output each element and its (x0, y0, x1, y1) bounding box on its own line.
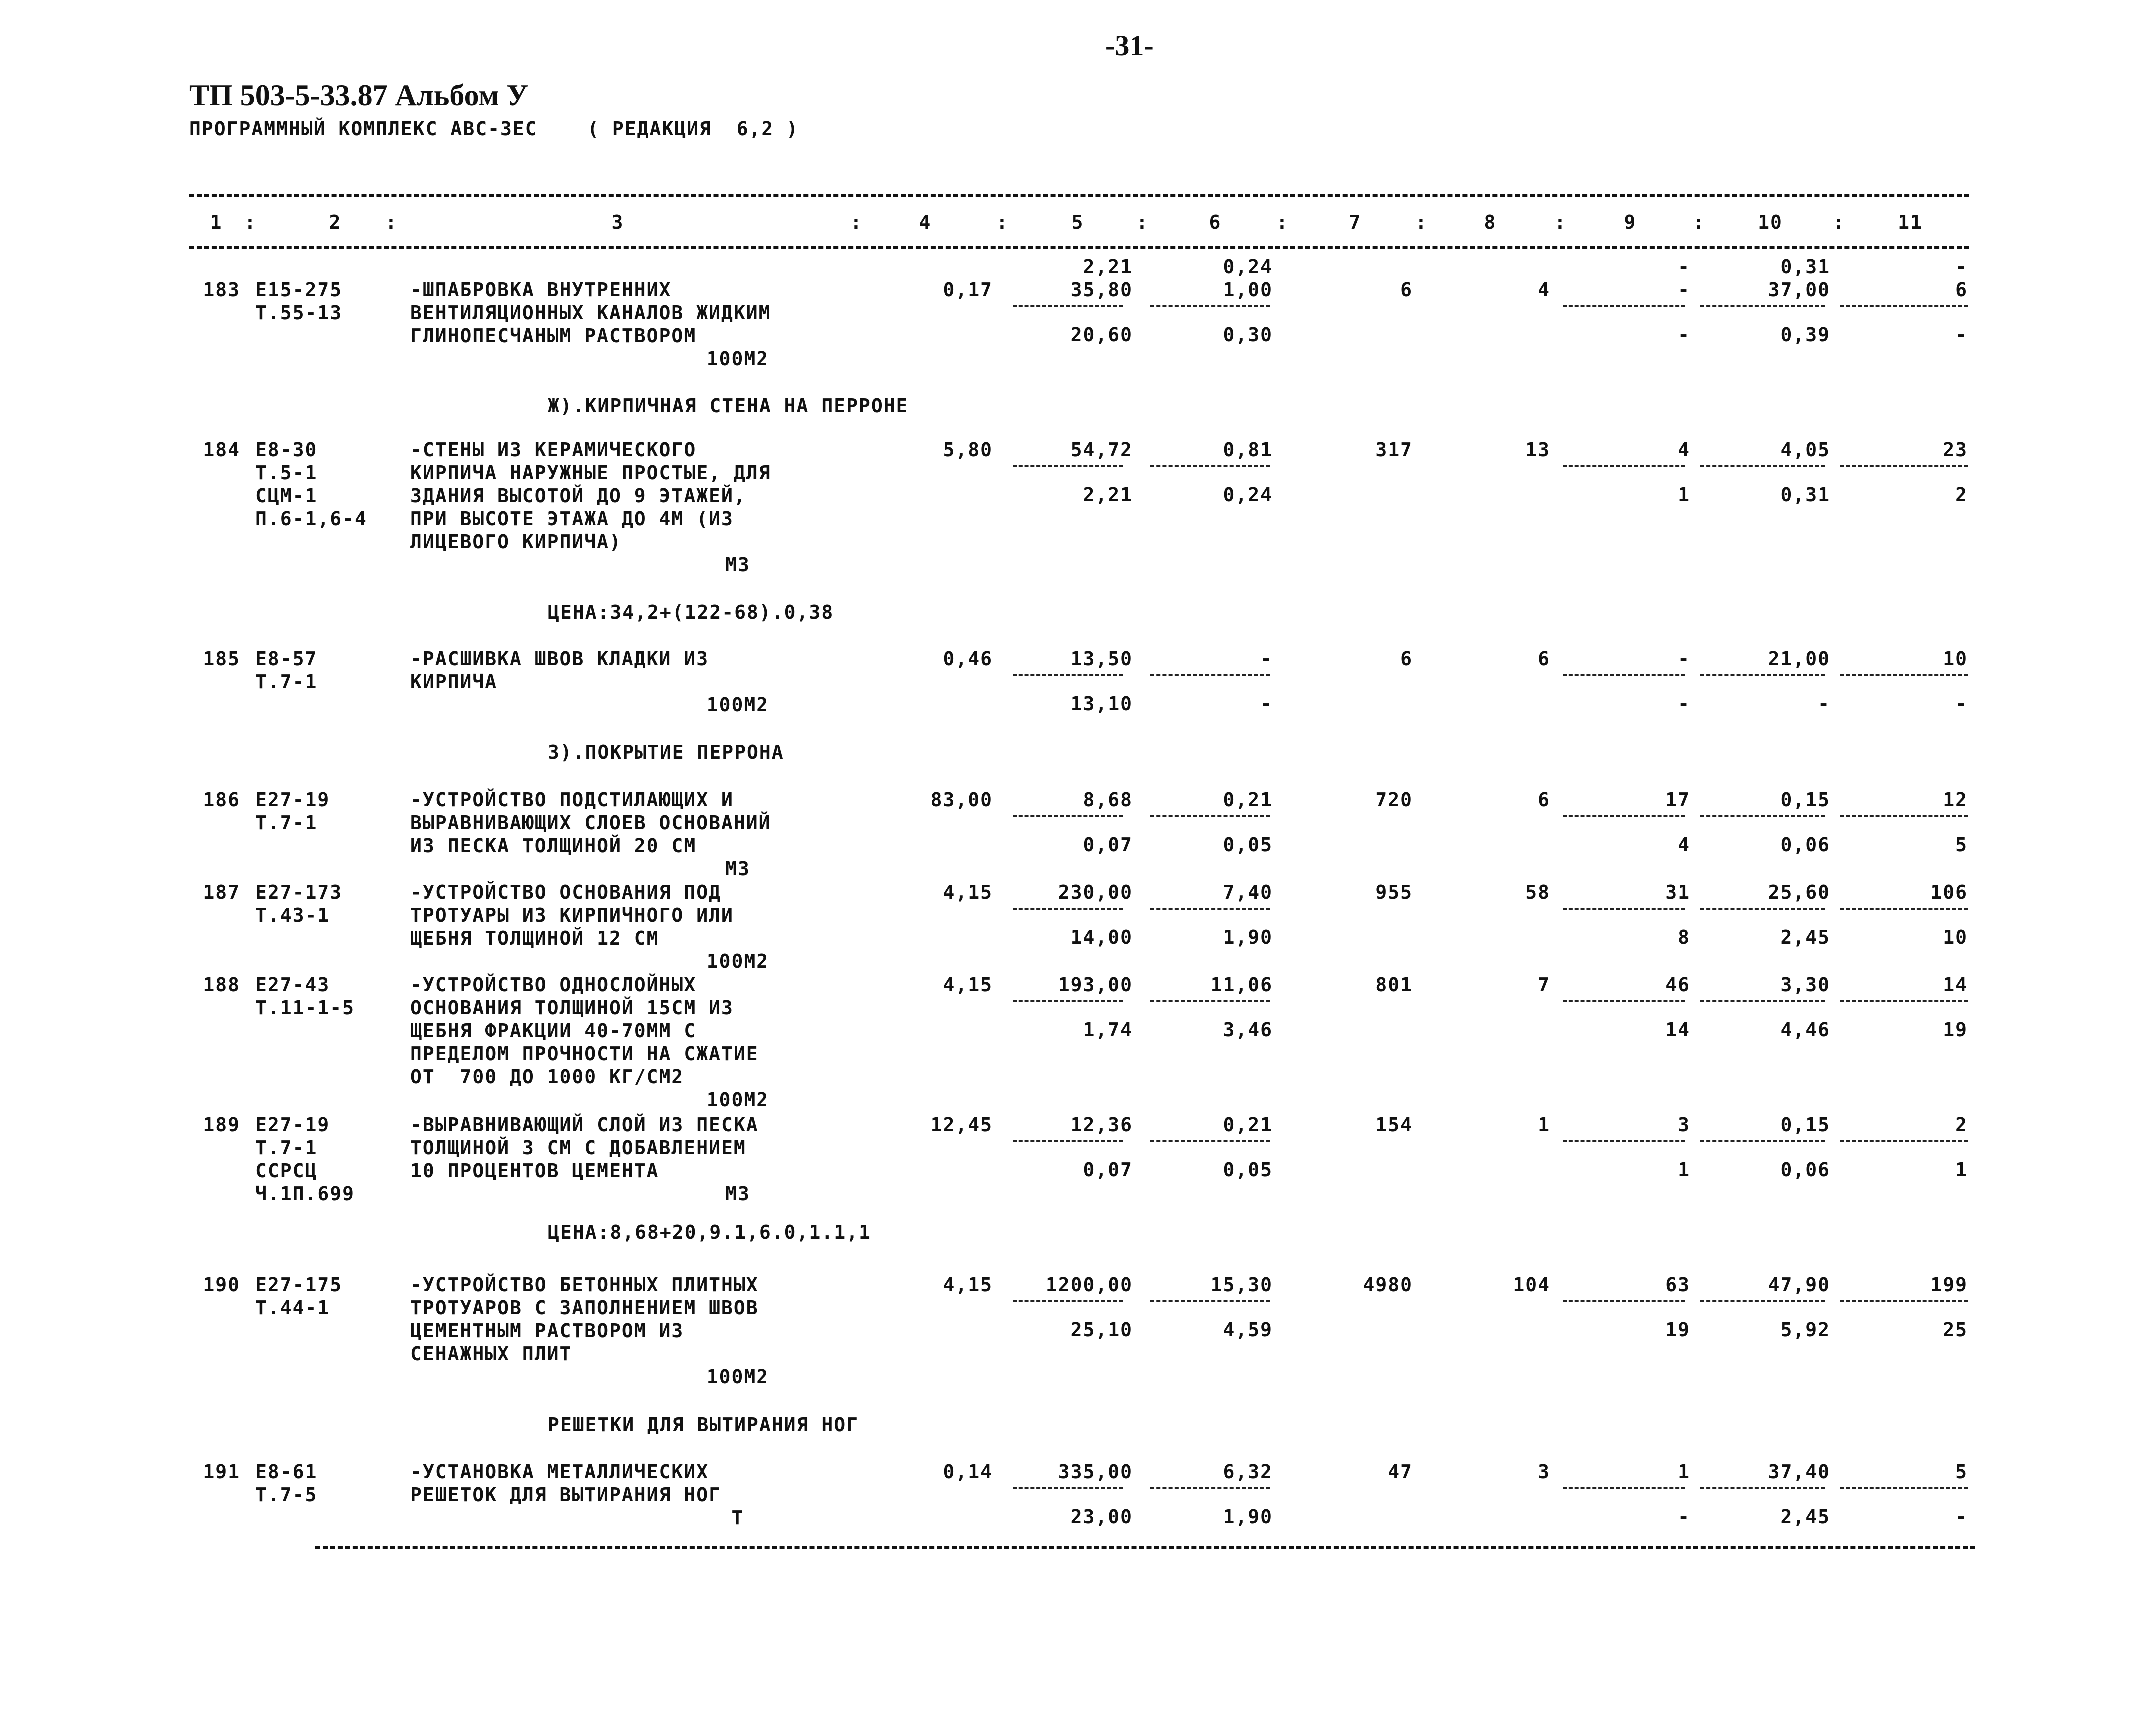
cell-c11-lower: - (1955, 693, 1968, 715)
cell-c9-lower: - (1678, 324, 1690, 346)
cell-c5: 12,36 (1070, 1114, 1133, 1136)
cell-c10-lower: 0,06 (1780, 1159, 1830, 1181)
row-number: 185 (203, 648, 240, 670)
column-number-10: 10 (1758, 211, 1783, 233)
norm-code: Т.7-1 (255, 1137, 318, 1159)
cell-c11: 14 (1943, 974, 1968, 996)
work-description: ЩЕБНЯ ФРАКЦИИ 40-70ММ С (410, 1020, 697, 1042)
work-description: РЕШЕТОК ДЛЯ ВЫТИРАНИЯ НОГ (410, 1484, 721, 1506)
norm-code: Т.7-1 (255, 671, 318, 693)
cell-divider-c10 (1700, 1300, 1825, 1302)
row-number: 183 (203, 279, 240, 301)
work-description: КИРПИЧА (410, 671, 498, 693)
unit-of-measure: М3 (725, 1183, 750, 1205)
cell-divider-c6 (1150, 1000, 1270, 1002)
column-separator: : (244, 211, 257, 233)
cell-divider-c11 (1840, 1140, 1968, 1142)
cell-divider-c10 (1700, 815, 1825, 817)
cell-c10: 25,60 (1768, 881, 1830, 903)
work-description: ИЗ ПЕСКА ТОЛЩИНОЙ 20 СМ (410, 835, 697, 857)
cell-c9: 46 (1665, 974, 1690, 996)
work-description: -ШПАБРОВКА ВНУТРЕННИХ (410, 279, 672, 301)
cell-divider-c9 (1563, 305, 1685, 307)
cell-c5: 230,00 (1058, 881, 1133, 903)
cell-divider-c6 (1150, 1300, 1270, 1302)
cell-c5-lower: 0,07 (1083, 834, 1133, 856)
norm-code: Е27-19 (255, 1114, 330, 1136)
work-description: ПРИ ВЫСОТЕ ЭТАЖА ДО 4М (ИЗ (410, 508, 734, 530)
cell-c7: 720 (1375, 789, 1413, 811)
cell-c11-lower: 10 (1943, 926, 1968, 948)
unit-of-measure: 100М2 (706, 348, 769, 370)
norm-code: Е8-30 (255, 439, 318, 461)
cell-c8: 13 (1525, 439, 1550, 461)
document-subtitle: ПРОГРАММНЫЙ КОМПЛЕКС АВС-ЗЕС ( РЕДАКЦИЯ 6,2 ) (189, 118, 799, 140)
column-separator: : (1833, 211, 1845, 233)
cell-c10-lower: 5,92 (1780, 1319, 1830, 1341)
cell-divider-c11 (1840, 908, 1968, 910)
work-description: КИРПИЧА НАРУЖНЫЕ ПРОСТЫЕ, ДЛЯ (410, 462, 771, 484)
unit-of-measure: 100М2 (706, 1089, 769, 1111)
cell-divider-c9 (1563, 674, 1685, 676)
norm-code: Т.44-1 (255, 1297, 330, 1319)
cell-c10: 0,15 (1780, 1114, 1830, 1136)
cell-c7: 801 (1375, 974, 1413, 996)
cell-c5: 335,00 (1058, 1461, 1133, 1483)
cell-c7: 6 (1400, 648, 1413, 670)
cell-c10: 37,00 (1768, 279, 1830, 301)
cell-c11-lower: 25 (1943, 1319, 1968, 1341)
cell-c11-lower: 5 (1955, 834, 1968, 856)
cell-c6-lower: 0,05 (1223, 1159, 1273, 1181)
cell-divider-c6 (1150, 1487, 1270, 1489)
cell-divider-c11 (1840, 1300, 1968, 1302)
cell-divider-c5 (1013, 908, 1123, 910)
cell-c5: 1200,00 (1045, 1274, 1133, 1296)
cell-c6-upper: 0,24 (1223, 256, 1273, 278)
cell-c5-lower: 2,21 (1083, 484, 1133, 506)
cell-c10-lower: 2,45 (1780, 926, 1830, 948)
cell-c10-lower: 0,39 (1780, 324, 1830, 346)
norm-code: Т.7-1 (255, 812, 318, 834)
cell-divider-c6 (1150, 908, 1270, 910)
column-number-5: 5 (1071, 211, 1084, 233)
cell-divider-c10 (1700, 305, 1825, 307)
cell-c9-lower: 14 (1665, 1019, 1690, 1041)
cell-c11: 2 (1955, 1114, 1968, 1136)
work-description: 10 ПРОЦЕНТОВ ЦЕМЕНТА (410, 1160, 659, 1182)
cell-c6: 0,21 (1223, 1114, 1273, 1136)
price-note: ЦЕНА:34,2+(122-68).0,38 (548, 601, 834, 623)
cell-c6: 0,81 (1223, 439, 1273, 461)
cell-divider-c5 (1013, 305, 1123, 307)
work-description: ЗДАНИЯ ВЫСОТОЙ ДО 9 ЭТАЖЕЙ, (410, 485, 746, 507)
page-number: -31- (1105, 29, 1154, 62)
norm-code: Е27-43 (255, 974, 330, 996)
work-description: -ВЫРАВНИВАЮЩИЙ СЛОЙ ИЗ ПЕСКА (410, 1114, 759, 1136)
work-description: -УСТРОЙСТВО БЕТОННЫХ ПЛИТНЫХ (410, 1274, 759, 1296)
cell-c9-lower: 4 (1678, 834, 1690, 856)
cell-c10-lower: 4,46 (1780, 1019, 1830, 1041)
norm-code: Е8-57 (255, 648, 318, 670)
cell-c11: 12 (1943, 789, 1968, 811)
norm-code: СЦМ-1 (255, 485, 318, 507)
column-separator: : (385, 211, 398, 233)
cell-divider-c5 (1013, 674, 1123, 676)
cell-divider-c9 (1563, 1140, 1685, 1142)
cell-c5-lower: 13,10 (1070, 693, 1133, 715)
cell-c6: - (1260, 648, 1273, 670)
cell-c8: 58 (1525, 881, 1550, 903)
work-description: ОТ 700 ДО 1000 КГ/СМ2 (410, 1066, 684, 1088)
row-number: 184 (203, 439, 240, 461)
cell-divider-c11 (1840, 305, 1968, 307)
cell-c6: 7,40 (1223, 881, 1273, 903)
cell-c4: 0,46 (943, 648, 993, 670)
norm-code: Е27-175 (255, 1274, 343, 1296)
cell-c5-lower: 20,60 (1070, 324, 1133, 346)
norm-code: Т.43-1 (255, 904, 330, 926)
cell-divider-c10 (1700, 1000, 1825, 1002)
cell-divider-c11 (1840, 465, 1968, 467)
cell-c4: 83,00 (930, 789, 993, 811)
row-number: 188 (203, 974, 240, 996)
cell-divider-c5 (1013, 465, 1123, 467)
cell-c6-lower: 4,59 (1223, 1319, 1273, 1341)
cell-divider-c5 (1013, 1300, 1123, 1302)
cell-c9-lower: 8 (1678, 926, 1690, 948)
cell-c11-lower: - (1955, 1506, 1968, 1528)
column-number-11: 11 (1898, 211, 1923, 233)
cell-c11: 5 (1955, 1461, 1968, 1483)
cell-c9: - (1678, 648, 1690, 670)
cell-c6: 1,00 (1223, 279, 1273, 301)
cell-divider-c10 (1700, 1140, 1825, 1142)
cell-c11-lower: 1 (1955, 1159, 1968, 1181)
column-separator: : (1415, 211, 1428, 233)
cell-c6: 6,32 (1223, 1461, 1273, 1483)
column-separator: : (1136, 211, 1149, 233)
cell-c8: 1 (1538, 1114, 1550, 1136)
cell-c5: 8,68 (1083, 789, 1133, 811)
cell-c10: 0,15 (1780, 789, 1830, 811)
work-description: -СТЕНЫ ИЗ КЕРАМИЧЕСКОГО (410, 439, 697, 461)
work-description: ВЕНТИЛЯЦИОННЫХ КАНАЛОВ ЖИДКИМ (410, 302, 771, 324)
cell-c11-lower: 2 (1955, 484, 1968, 506)
cell-c5-lower: 0,07 (1083, 1159, 1133, 1181)
cell-c4: 5,80 (943, 439, 993, 461)
cell-c4: 4,15 (943, 974, 993, 996)
cell-c8: 6 (1538, 648, 1550, 670)
document-title: ТП 503-5-33.87 Альбом У (189, 79, 529, 112)
cell-c6-lower: 0,05 (1223, 834, 1273, 856)
cell-c5: 13,50 (1070, 648, 1133, 670)
cell-divider-c5 (1013, 1140, 1123, 1142)
cell-c11-lower: 19 (1943, 1019, 1968, 1041)
cell-divider-c9 (1563, 1487, 1685, 1489)
cell-divider-c9 (1563, 1300, 1685, 1302)
work-description: -УСТРОЙСТВО ПОДСТИЛАЮЩИХ И (410, 789, 734, 811)
section-heading: Ж).КИРПИЧНАЯ СТЕНА НА ПЕРРОНЕ (548, 395, 909, 417)
table-bottom-rule (315, 1546, 1975, 1549)
cell-c7: 47 (1388, 1461, 1413, 1483)
unit-of-measure: Т (731, 1507, 744, 1529)
cell-c9-lower: 19 (1665, 1319, 1690, 1341)
cell-c6: 15,30 (1210, 1274, 1273, 1296)
cell-c6-lower: 1,90 (1223, 1506, 1273, 1528)
cell-c7: 6 (1400, 279, 1413, 301)
section-heading: З).ПОКРЫТИЕ ПЕРРОНА (548, 741, 784, 763)
cell-c5-lower: 1,74 (1083, 1019, 1133, 1041)
cell-divider-c6 (1150, 674, 1270, 676)
cell-divider-c9 (1563, 465, 1685, 467)
cell-c7: 4980 (1363, 1274, 1413, 1296)
norm-code: Т.55-13 (255, 302, 343, 324)
norm-code: Е27-173 (255, 881, 343, 903)
column-number-4: 4 (919, 211, 932, 233)
row-number: 187 (203, 881, 240, 903)
cell-c11: 10 (1943, 648, 1968, 670)
column-number-1: 1 (210, 211, 223, 233)
norm-code: Е15-275 (255, 279, 343, 301)
row-number: 186 (203, 789, 240, 811)
cell-c9-lower: 1 (1678, 484, 1690, 506)
cell-c5: 54,72 (1070, 439, 1133, 461)
column-number-7: 7 (1349, 211, 1362, 233)
column-separator: : (850, 211, 863, 233)
work-description: ТОЛЩИНОЙ 3 СМ С ДОБАВЛЕНИЕМ (410, 1137, 746, 1159)
cell-c8: 6 (1538, 789, 1550, 811)
column-separator: : (1693, 211, 1705, 233)
cell-c5: 35,80 (1070, 279, 1133, 301)
cell-divider-c11 (1840, 674, 1968, 676)
column-number-9: 9 (1624, 211, 1637, 233)
cell-c6-lower: 1,90 (1223, 926, 1273, 948)
work-description: ВЫРАВНИВАЮЩИХ СЛОЕВ ОСНОВАНИЙ (410, 812, 771, 834)
work-description: ТРОТУАРЫ ИЗ КИРПИЧНОГО ИЛИ (410, 904, 734, 926)
cell-c9: 63 (1665, 1274, 1690, 1296)
cell-c4: 0,14 (943, 1461, 993, 1483)
cell-c9-lower: 1 (1678, 1159, 1690, 1181)
unit-of-measure: 100М2 (706, 694, 769, 716)
cell-c11-lower: - (1955, 324, 1968, 346)
column-number-3: 3 (611, 211, 624, 233)
cell-divider-c5 (1013, 1000, 1123, 1002)
unit-of-measure: М3 (725, 858, 750, 880)
cell-c5-lower: 14,00 (1070, 926, 1133, 948)
column-number-8: 8 (1484, 211, 1497, 233)
cell-divider-c10 (1700, 1487, 1825, 1489)
cell-c9-lower: - (1678, 693, 1690, 715)
cell-c5-lower: 25,10 (1070, 1319, 1133, 1341)
cell-c6: 11,06 (1210, 974, 1273, 996)
cell-divider-c10 (1700, 908, 1825, 910)
cell-divider-c11 (1840, 1487, 1968, 1489)
cell-divider-c6 (1150, 465, 1270, 467)
cell-c11: 23 (1943, 439, 1968, 461)
cell-c11-upper: - (1955, 256, 1968, 278)
cell-c6-lower: - (1260, 693, 1273, 715)
section-heading: РЕШЕТКИ ДЛЯ ВЫТИРАНИЯ НОГ (548, 1414, 859, 1436)
cell-c9-lower: - (1678, 1506, 1690, 1528)
cell-c10: 3,30 (1780, 974, 1830, 996)
cell-c11: 199 (1930, 1274, 1968, 1296)
cell-c8: 7 (1538, 974, 1550, 996)
work-description: СЕНАЖНЫХ ПЛИТ (410, 1343, 572, 1365)
cell-c5: 193,00 (1058, 974, 1133, 996)
norm-code: Т.5-1 (255, 462, 318, 484)
cell-c7: 317 (1375, 439, 1413, 461)
cell-c7: 955 (1375, 881, 1413, 903)
cell-divider-c6 (1150, 1140, 1270, 1142)
column-number-6: 6 (1209, 211, 1222, 233)
cell-divider-c6 (1150, 305, 1270, 307)
cell-c9: - (1678, 279, 1690, 301)
cell-divider-c5 (1013, 815, 1123, 817)
norm-code: Е27-19 (255, 789, 330, 811)
cell-c8: 104 (1513, 1274, 1550, 1296)
cell-c4: 4,15 (943, 881, 993, 903)
cell-divider-c11 (1840, 1000, 1968, 1002)
work-description: ЩЕБНЯ ТОЛЩИНОЙ 12 СМ (410, 927, 659, 949)
header-bottom-rule (189, 246, 1969, 249)
cell-c9: 4 (1678, 439, 1690, 461)
unit-of-measure: 100М2 (706, 1366, 769, 1388)
column-separator: : (1276, 211, 1289, 233)
work-description: -УСТРОЙСТВО ОСНОВАНИЯ ПОД (410, 881, 721, 903)
norm-code: П.6-1,6-4 (255, 508, 367, 530)
work-description: -УСТРОЙСТВО ОДНОСЛОЙНЫХ (410, 974, 697, 996)
cell-divider-c9 (1563, 1000, 1685, 1002)
cell-c8: 3 (1538, 1461, 1550, 1483)
cell-c10-lower: 2,45 (1780, 1506, 1830, 1528)
cell-c5-upper: 2,21 (1083, 256, 1133, 278)
cell-c4: 12,45 (930, 1114, 993, 1136)
unit-of-measure: М3 (725, 554, 750, 576)
unit-of-measure: 100М2 (706, 950, 769, 972)
cell-c6-lower: 0,30 (1223, 324, 1273, 346)
work-description: ГЛИНОПЕСЧАНЫМ РАСТВОРОМ (410, 325, 697, 347)
cell-c11: 6 (1955, 279, 1968, 301)
work-description: ТРОТУАРОВ С ЗАПОЛНЕНИЕМ ШВОВ (410, 1297, 759, 1319)
cell-c10: 47,90 (1768, 1274, 1830, 1296)
cell-divider-c9 (1563, 815, 1685, 817)
cell-divider-c10 (1700, 674, 1825, 676)
work-description: -РАСШИВКА ШВОВ КЛАДКИ ИЗ (410, 648, 709, 670)
cell-c11: 106 (1930, 881, 1968, 903)
cell-c8: 4 (1538, 279, 1550, 301)
work-description: ОСНОВАНИЯ ТОЛЩИНОЙ 15СМ ИЗ (410, 997, 734, 1019)
cell-c9: 31 (1665, 881, 1690, 903)
cell-c10-upper: 0,31 (1780, 256, 1830, 278)
norm-code: ССРСЦ (255, 1160, 318, 1182)
cell-c10: 21,00 (1768, 648, 1830, 670)
cell-c9-upper: - (1678, 256, 1690, 278)
cell-divider-c11 (1840, 815, 1968, 817)
cell-divider-c10 (1700, 465, 1825, 467)
column-separator: : (1554, 211, 1567, 233)
cell-c10-lower: 0,31 (1780, 484, 1830, 506)
cell-c6-lower: 3,46 (1223, 1019, 1273, 1041)
cell-c10-lower: - (1818, 693, 1830, 715)
cell-c10-lower: 0,06 (1780, 834, 1830, 856)
cell-c5-lower: 23,00 (1070, 1506, 1133, 1528)
cell-c9: 17 (1665, 789, 1690, 811)
column-separator: : (996, 211, 1009, 233)
cell-divider-c5 (1013, 1487, 1123, 1489)
work-description: ПРЕДЕЛОМ ПРОЧНОСТИ НА СЖАТИЕ (410, 1043, 759, 1065)
row-number: 189 (203, 1114, 240, 1136)
norm-code: Т.11-1-5 (255, 997, 355, 1019)
cell-c10: 37,40 (1768, 1461, 1830, 1483)
cell-c6-lower: 0,24 (1223, 484, 1273, 506)
work-description: ЦЕМЕНТНЫМ РАСТВОРОМ ИЗ (410, 1320, 684, 1342)
table-top-rule (189, 194, 1969, 197)
cell-divider-c6 (1150, 815, 1270, 817)
column-number-2: 2 (329, 211, 342, 233)
price-note: ЦЕНА:8,68+20,9.1,6.0,1.1,1 (548, 1221, 871, 1243)
work-description: -УСТАНОВКА МЕТАЛЛИЧЕСКИХ (410, 1461, 709, 1483)
cell-c7: 154 (1375, 1114, 1413, 1136)
row-number: 191 (203, 1461, 240, 1483)
cell-divider-c9 (1563, 908, 1685, 910)
row-number: 190 (203, 1274, 240, 1296)
norm-code: Т.7-5 (255, 1484, 318, 1506)
cell-c4: 0,17 (943, 279, 993, 301)
norm-code: Е8-61 (255, 1461, 318, 1483)
cell-c9: 3 (1678, 1114, 1690, 1136)
cell-c4: 4,15 (943, 1274, 993, 1296)
work-description: ЛИЦЕВОГО КИРПИЧА) (410, 531, 622, 553)
cell-c10: 4,05 (1780, 439, 1830, 461)
cell-c6: 0,21 (1223, 789, 1273, 811)
norm-code: Ч.1П.699 (255, 1183, 355, 1205)
cell-c9: 1 (1678, 1461, 1690, 1483)
